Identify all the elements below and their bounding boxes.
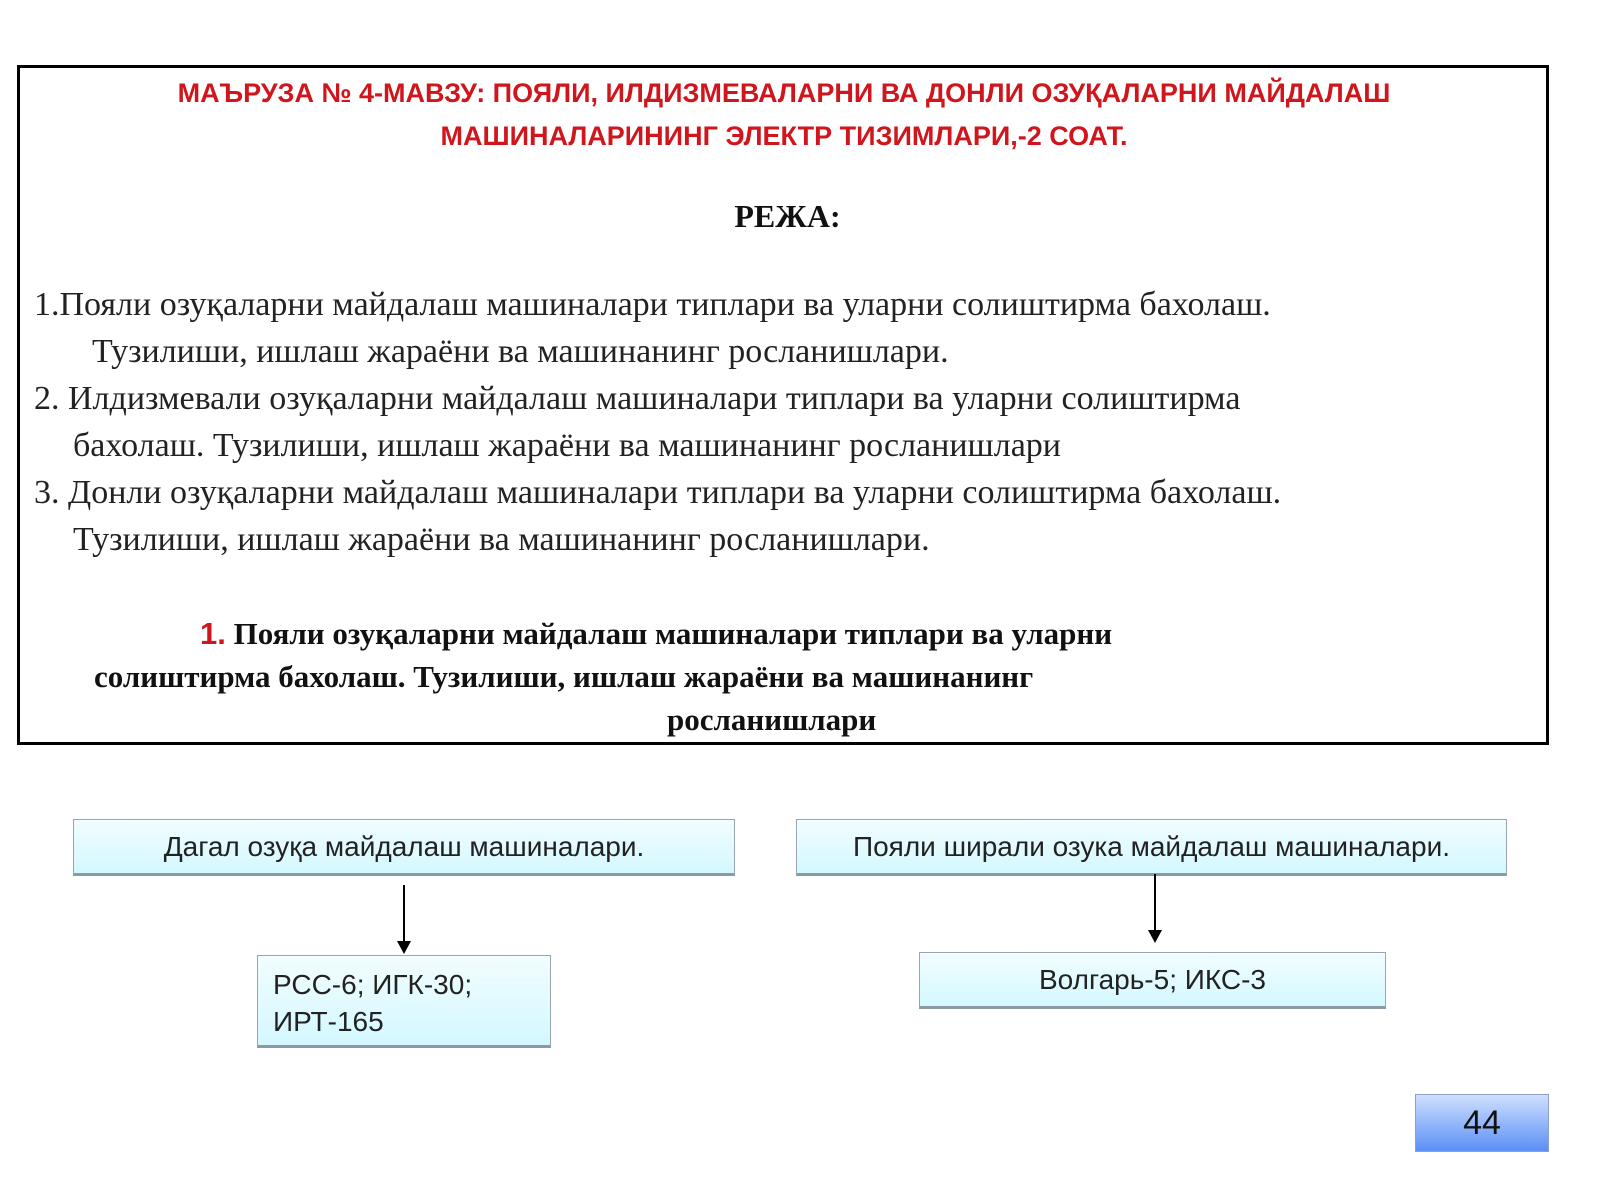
plan-heading: РЕЖА: <box>734 198 841 234</box>
plan-list <box>34 281 1544 563</box>
page-number: 44 <box>1415 1094 1549 1152</box>
succulent-models-label: Волгарь-5; ИКС-3 <box>1039 963 1266 995</box>
plan-line: 2. Илдизмевали озуқаларни майдалаш машиналари типлари ва уларни солиштирма <box>34 380 1241 417</box>
title-line-1: МАЪРУЗА № 4-МАВЗУ: ПОЯЛИ, ИЛДИЗМЕВАЛАРНИ ВА ДОНЛИ ОЗУҚАЛАРНИ МАЙДАЛАШ <box>177 78 1391 108</box>
plan-line: Тузилиши, ишлаш жараёни ва машинанинг росланишлари. <box>73 521 930 558</box>
section-number: 1. <box>200 616 226 651</box>
slide-title <box>40 72 1528 158</box>
left-arrow <box>403 885 405 942</box>
coarse-feed-models-box <box>257 955 551 1048</box>
models-line-1: РСС-6; ИГК-30; <box>273 969 473 1000</box>
succulent-feed-label: Пояли ширали озука майдалаш машиналари. <box>852 830 1450 862</box>
section-line-3: росланишлари <box>667 702 877 737</box>
plan-line: 3. Донли озуқаларни майдалаш машиналари типлари ва уларни солиштирма бахолаш. <box>34 474 1282 511</box>
coarse-feed-label: Дагал озуқа майдалаш машиналари. <box>163 830 645 862</box>
title-line-2: МАШИНАЛАРИНИНГ ЭЛЕКТР ТИЗИМЛАРИ,-2 СОАТ. <box>440 121 1128 151</box>
right-arrow <box>1154 874 1156 931</box>
section-line-2: солиштирма бахолаш. Тузилиши, ишлаш жараёни ва машинанинг <box>94 659 1034 694</box>
plan-line: бахолаш. Тузилиши, ишлаш жараёни ва машинанинг росланишлари <box>73 427 1061 464</box>
section-line-1 <box>200 612 1112 655</box>
plan-line: Тузилиши, ишлаш жараёни ва машинанинг росланишлари. <box>92 333 949 370</box>
section-text-1: Пояли озуқаларни майдалаш машиналари типлари ва уларни <box>233 616 1113 651</box>
models-line-2: ИРТ-165 <box>273 1006 384 1037</box>
succulent-feed-crushers-box <box>796 819 1507 876</box>
succulent-feed-models-box <box>919 952 1386 1009</box>
plan-line: 1.Пояли озуқаларни майдалаш машиналари типлари ва уларни солиштирма бахолаш. <box>34 286 1271 323</box>
coarse-feed-crushers-box <box>73 819 735 876</box>
